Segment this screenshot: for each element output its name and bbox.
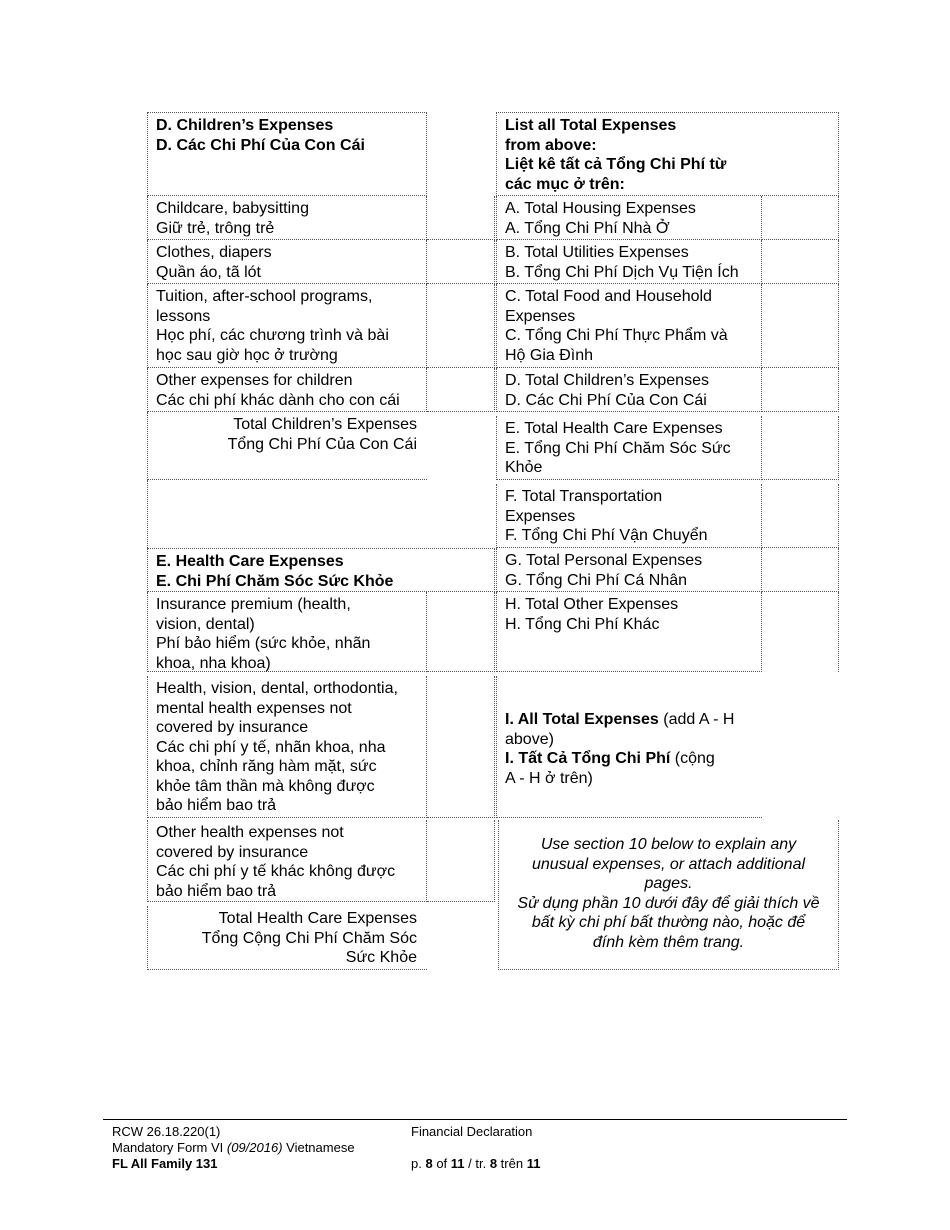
section-e-title-vi: E. Chi Phí Chăm Sóc Sức Khỏe — [156, 572, 394, 590]
total-children-amount-field[interactable] — [427, 412, 495, 480]
row-total-children-label — [147, 412, 427, 480]
total-c-label — [496, 284, 762, 368]
footer-page — [411, 1156, 540, 1172]
total-d-label — [496, 368, 762, 412]
insurance-line-1: Insurance premium (health, — [156, 596, 351, 613]
other-children-amount-field[interactable] — [427, 368, 495, 412]
page-number-vi: 8 — [489, 1156, 498, 1171]
page-p: p. — [411, 1156, 426, 1171]
health-nc-line-4: Các chi phí y tế, nhãn khoa, nha — [156, 738, 386, 756]
note-line-5: bất kỳ chi phí bất thường nào, hoặc để — [531, 914, 806, 931]
total-i-label — [496, 676, 762, 818]
total-b-amount-field[interactable] — [762, 240, 839, 284]
page-of: of — [432, 1156, 451, 1171]
health-nc-line-5: khoa, chỉnh răng hàm mặt, sức — [156, 758, 377, 775]
health-not-covered-amount-field[interactable] — [427, 676, 495, 818]
blank-spacer-left — [147, 480, 427, 548]
tuition-en-1: Tuition, after-school programs, — [156, 288, 373, 305]
total-h-en: H. Total Other Expenses — [505, 596, 679, 613]
total-i-amount-field[interactable] — [762, 676, 839, 818]
unusual-expenses-note — [498, 820, 839, 970]
note-line-6: đính kèm thêm trang. — [592, 933, 745, 951]
clothes-amount-field[interactable] — [427, 240, 495, 284]
total-i-vi-line-2: A - H ở trên) — [505, 769, 593, 787]
health-nc-line-7: bảo hiểm bao trả — [156, 797, 277, 814]
total-i-vi-line-1 — [505, 749, 754, 769]
total-h-label — [496, 592, 762, 672]
total-f-label — [496, 484, 762, 548]
total-i-en-bold: I. All Total Expenses — [505, 711, 659, 728]
footer-form-prefix: Mandatory Form VI — [112, 1140, 227, 1155]
insurance-line-2: vision, dental) — [156, 615, 255, 633]
row-total-health-label — [147, 906, 427, 970]
total-f-amount-field[interactable] — [762, 484, 839, 548]
row-tuition-label — [147, 284, 427, 368]
page-total: 11 — [450, 1156, 465, 1171]
health-nc-line-1: Health, vision, dental, orthodontia, — [156, 680, 398, 697]
other-health-line-2: covered by insurance — [156, 843, 309, 861]
tuition-vi-2: học sau giờ học ở trường — [156, 346, 338, 364]
tuition-en-2: lessons — [156, 307, 211, 325]
total-b-en: B. Total Utilities Expenses — [505, 244, 689, 261]
total-health-line-2: Tổng Cộng Chi Phí Chăm Sóc — [201, 929, 417, 947]
total-a-label — [496, 196, 762, 240]
total-i-en-line-2: above) — [505, 730, 554, 748]
total-health-amount-field[interactable] — [427, 906, 495, 970]
section-d-title-vi: D. Các Chi Phí Của Con Cái — [156, 136, 365, 154]
totals-list-header — [496, 112, 839, 196]
other-health-line-1: Other health expenses not — [156, 824, 344, 841]
section-e-header — [147, 548, 495, 592]
total-c-line-4: Hộ Gia Đình — [505, 346, 594, 364]
row-clothes-label — [147, 240, 427, 284]
other-health-amount-field[interactable] — [427, 820, 495, 902]
row-childcare-label — [147, 196, 427, 240]
total-f-line-3: F. Tổng Chi Phí Vận Chuyển — [505, 527, 708, 544]
other-health-line-4: bảo hiểm bao trả — [156, 882, 277, 900]
row-health-not-covered-label — [147, 676, 427, 818]
page-sep: / tr. — [464, 1156, 490, 1171]
footer-form-suffix: Vietnamese — [282, 1140, 355, 1155]
total-c-line-1: C. Total Food and Household — [505, 288, 712, 305]
total-d-en: D. Total Children’s Expenses — [505, 372, 709, 389]
other-children-vi: Các chi phí khác dành cho con cái — [156, 391, 400, 409]
clothes-vi: Quần áo, tã lót — [156, 263, 261, 281]
footer-form — [112, 1140, 355, 1156]
totals-header-line-2: from above: — [505, 136, 597, 154]
note-line-2: unusual expenses, or attach additional — [531, 855, 806, 873]
total-f-line-1: F. Total Transportation — [505, 488, 663, 505]
total-b-label — [496, 240, 762, 284]
total-e-amount-field[interactable] — [762, 416, 839, 480]
total-g-label — [496, 548, 762, 592]
total-i-vi-rest: (cộng — [670, 750, 715, 767]
total-children-vi: Tổng Chi Phí Của Con Cái — [227, 435, 417, 453]
note-line-4: Sử dụng phần 10 dưới đây để giải thích về — [517, 894, 820, 912]
total-i-vi-bold: I. Tất Cả Tổng Chi Phí — [505, 750, 671, 767]
total-b-vi: B. Tổng Chi Phí Dịch Vụ Tiện Ích — [505, 263, 739, 281]
footer-form-id: FL All Family 131 — [112, 1156, 218, 1171]
footer-left — [112, 1124, 355, 1172]
health-nc-line-6: khỏe tâm thần mà không được — [156, 777, 375, 795]
totals-header-line-3: Liệt kê tất cả Tổng Chi Phí từ — [505, 156, 727, 173]
insurance-line-4: khoa, nha khoa) — [156, 654, 271, 672]
total-h-vi: H. Tổng Chi Phí Khác — [505, 615, 660, 633]
total-e-label — [496, 416, 762, 480]
footer-title: Financial Declaration — [411, 1124, 533, 1139]
total-e-line-3: Khỏe — [505, 459, 543, 476]
other-children-en: Other expenses for children — [156, 372, 353, 389]
page-total-vi: 11 — [526, 1156, 541, 1171]
childcare-amount-field[interactable] — [427, 196, 495, 240]
note-line-1: Use section 10 below to explain any — [540, 836, 797, 853]
total-e-line-2: E. Tổng Chi Phí Chăm Sóc Sức — [505, 439, 731, 457]
total-health-line-1: Total Health Care Expenses — [218, 910, 417, 927]
section-d-header — [147, 112, 427, 196]
footer-divider — [103, 1119, 847, 1120]
health-nc-line-3: covered by insurance — [156, 719, 309, 736]
footer-spacer — [411, 1140, 540, 1156]
total-health-line-3: Sức Khỏe — [345, 949, 417, 966]
total-h-amount-field[interactable] — [762, 592, 839, 672]
total-g-amount-field[interactable] — [762, 548, 839, 592]
row-other-children-label — [147, 368, 427, 412]
section-d-title-en: D. Children’s Expenses — [156, 117, 334, 134]
note-line-3: pages. — [644, 875, 693, 892]
tuition-vi-1: Học phí, các chương trình và bài — [156, 327, 389, 344]
total-c-line-3: C. Tổng Chi Phí Thực Phẩm và — [505, 327, 728, 344]
total-f-line-2: Expenses — [505, 507, 576, 525]
row-other-health-label — [147, 820, 427, 902]
total-g-vi: G. Tổng Chi Phí Cá Nhân — [505, 571, 688, 589]
total-a-amount-field[interactable] — [762, 196, 839, 240]
total-c-amount-field[interactable] — [762, 284, 839, 368]
childcare-en: Childcare, babysitting — [156, 200, 309, 217]
row-insurance-label — [147, 592, 427, 672]
totals-header-line-4: các mục ở trên: — [505, 175, 625, 193]
total-a-vi: A. Tổng Chi Phí Nhà Ở — [505, 219, 670, 237]
total-i-en-line-1 — [505, 710, 754, 730]
footer-form-date: (09/2016) — [226, 1140, 283, 1155]
footer-center — [411, 1124, 540, 1172]
clothes-en: Clothes, diapers — [156, 244, 272, 261]
other-health-line-3: Các chi phí y tế khác không được — [156, 863, 396, 880]
childcare-vi: Giữ trẻ, trông trẻ — [156, 219, 275, 237]
page-tren: trên — [497, 1156, 527, 1171]
footer-rcw: RCW 26.18.220(1) — [112, 1124, 221, 1139]
total-a-en: A. Total Housing Expenses — [505, 200, 696, 217]
total-e-line-1: E. Total Health Care Expenses — [505, 420, 723, 437]
tuition-amount-field[interactable] — [427, 284, 495, 368]
totals-header-line-1: List all Total Expenses — [505, 117, 677, 134]
total-c-line-2: Expenses — [505, 307, 576, 325]
total-children-en: Total Children’s Expenses — [233, 416, 417, 433]
insurance-amount-field[interactable] — [427, 592, 495, 672]
total-d-vi: D. Các Chi Phí Của Con Cái — [505, 391, 707, 409]
total-i-en-rest: (add A - H — [658, 711, 735, 728]
page-number: 8 — [425, 1156, 433, 1171]
insurance-line-3: Phí bảo hiểm (sức khỏe, nhãn — [156, 635, 371, 652]
total-d-amount-field[interactable] — [762, 368, 839, 412]
total-g-en: G. Total Personal Expenses — [505, 552, 703, 569]
health-nc-line-2: mental health expenses not — [156, 699, 352, 717]
section-e-title-en: E. Health Care Expenses — [156, 553, 344, 570]
